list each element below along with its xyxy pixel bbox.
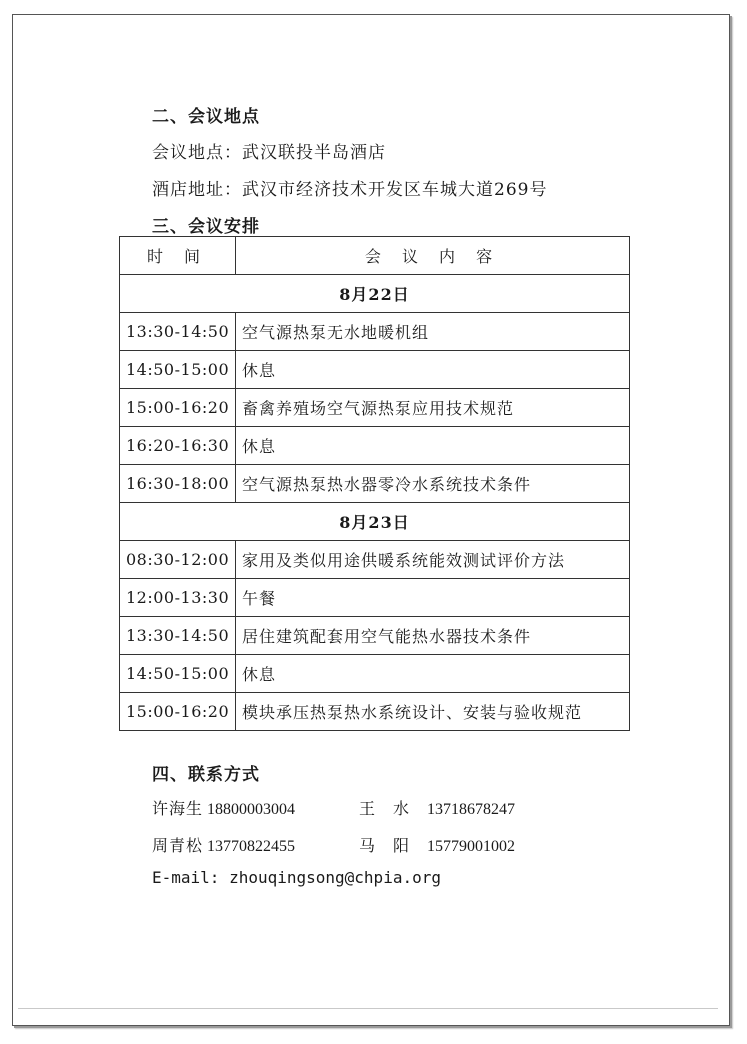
session-content: 午餐 — [236, 579, 630, 617]
contact-email: E-mail: zhouqingsong@chpia.org — [152, 868, 441, 887]
session-time: 14:50-15:00 — [120, 655, 236, 693]
table-row — [120, 693, 630, 731]
table-row — [120, 389, 630, 427]
session-content: 畜禽养殖场空气源热泵应用技术规范 — [236, 389, 630, 427]
session-time: 15:00-16:20 — [120, 693, 236, 731]
contact-phone: 15779001002 — [427, 838, 516, 855]
session-content: 休息 — [236, 427, 630, 465]
address-label: 酒店地址： — [152, 180, 242, 200]
table-row — [120, 465, 630, 503]
contact-name: 许海生 — [152, 799, 204, 818]
schedule-heading: 三、会议安排 — [152, 217, 260, 237]
contact-heading: 四、联系方式 — [152, 765, 260, 785]
session-time: 08:30-12:00 — [120, 541, 236, 579]
contact-phone: 13770822455 — [207, 838, 296, 855]
table-row — [120, 579, 630, 617]
session-content: 空气源热泵无水地暖机组 — [236, 313, 630, 351]
address-value: 武汉市经济技术开发区车城大道269号 — [242, 180, 548, 200]
venue-value: 武汉联投半岛酒店 — [242, 143, 386, 163]
day-date: 8月23日 — [120, 503, 630, 541]
contact-name: 马阳 — [359, 836, 428, 855]
session-content: 休息 — [236, 655, 630, 693]
venue-line — [152, 138, 386, 163]
session-time: 14:50-15:00 — [120, 351, 236, 389]
table-row — [120, 541, 630, 579]
venue-label: 会议地点： — [152, 143, 242, 163]
contact-entry — [152, 796, 295, 819]
contact-entry — [359, 796, 515, 819]
contact-name: 周青松 — [152, 836, 204, 855]
agenda-table — [119, 236, 630, 731]
session-content: 空气源热泵热水器零冷水系统技术条件 — [236, 465, 630, 503]
table-row — [120, 655, 630, 693]
header-time: 时 间 — [120, 237, 236, 275]
session-content: 模块承压热泵热水系统设计、安装与验收规范 — [236, 693, 630, 731]
session-time: 13:30-14:50 — [120, 617, 236, 655]
header-content: 会 议 内 容 — [236, 237, 630, 275]
table-row — [120, 351, 630, 389]
contact-entry — [152, 833, 295, 856]
session-content: 家用及类似用途供暖系统能效测试评价方法 — [236, 541, 630, 579]
session-content: 居住建筑配套用空气能热水器技术条件 — [236, 617, 630, 655]
day-row — [120, 275, 630, 313]
table-row — [120, 313, 630, 351]
session-time: 16:20-16:30 — [120, 427, 236, 465]
session-time: 16:30-18:00 — [120, 465, 236, 503]
table-header-row — [120, 237, 630, 275]
table-row — [120, 427, 630, 465]
address-line — [152, 175, 547, 200]
contact-name: 王水 — [359, 799, 428, 818]
session-time: 12:00-13:30 — [120, 579, 236, 617]
venue-heading: 二、会议地点 — [152, 107, 260, 127]
session-time: 15:00-16:20 — [120, 389, 236, 427]
session-content: 休息 — [236, 351, 630, 389]
table-row — [120, 617, 630, 655]
contact-entry — [359, 833, 515, 856]
day-row — [120, 503, 630, 541]
contact-phone: 18800003004 — [207, 801, 296, 818]
bottom-rule — [18, 1008, 718, 1009]
contact-phone: 13718678247 — [427, 801, 516, 818]
session-time: 13:30-14:50 — [120, 313, 236, 351]
day-date: 8月22日 — [120, 275, 630, 313]
